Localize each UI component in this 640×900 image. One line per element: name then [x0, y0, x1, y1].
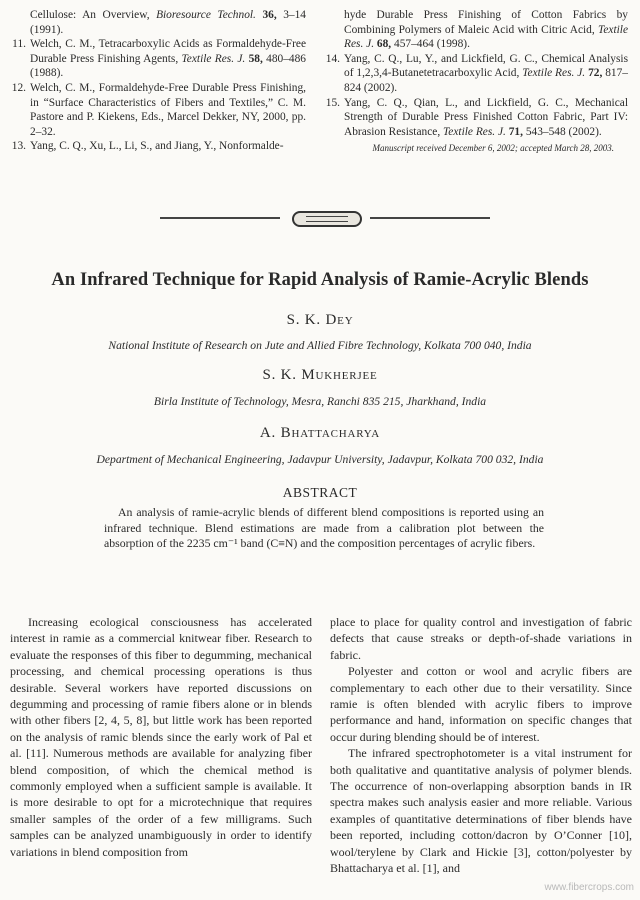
journal-name: Textile Res. J. — [443, 125, 506, 138]
divider-line-left — [160, 217, 280, 219]
website-watermark: www.fibercrops.com — [544, 882, 634, 893]
references-right-column — [322, 8, 628, 156]
author-affiliation: Birla Institute of Technology, Mesra, Ranchi 835 215, Jharkhand, India — [153, 395, 487, 408]
author-name: S. K. Mukherjee — [262, 367, 378, 383]
reference-10-continued: Cellulose: An Overview, Bioresource Technol. 36, 3–14 (1991). — [30, 9, 306, 36]
body-left-column — [10, 614, 312, 860]
abstract-heading: ABSTRACT — [282, 485, 358, 500]
reference-14: 14. Yang, C. Q., Lu, Y., and Lickfield, G. C., Chemical Analysis of 1,2,3,4-Butanetetracarboxylic Acid, Textile Res. J. 72, 817–824 (2002). — [325, 52, 628, 94]
journal-name: Textile Res. J. — [522, 67, 586, 80]
volume: 58, — [248, 52, 263, 65]
reference-11: 11. Welch, C. M., Tetracarboxylic Acids as Formaldehyde-Free Durable Press Finishing Agents, Textile Res. J. 58, 480–486 (1988). — [12, 38, 306, 80]
author-affiliation: National Institute of Research on Jute and Allied Fibre Technology, Kolkata 700 040, India — [108, 339, 532, 352]
volume: 72, — [588, 67, 603, 80]
references-left-column — [8, 8, 306, 154]
journal-name: Textile Res. J. — [181, 52, 246, 65]
manuscript-dates-note: Manuscript received December 6, 2002; accepted March 28, 2003. — [372, 143, 614, 154]
body-paragraph: place to place for quality control and investigation of fabric defects that cause streaks or depth-of-shade variations in fabric. — [330, 615, 632, 662]
section-divider-ornament — [160, 210, 490, 226]
body-paragraph: The infrared spectrophotometer is a vital instrument for both qualitative and quantitative analysis of polymer blends. The occurrence of non-overlapping absorption bands in IR spectra makes such analysis easier and more reliable. Various examples of quantitative determinations of fiber blends have been reported, including cotton/dacron by O’Conner [10], wool/terylene by Clark and Hickie [3], cotton/polyester by Bhattacharya et al. [1], and — [330, 746, 632, 876]
body-paragraph: Increasing ecological consciousness has accelerated interest in ramie as a commercial knitwear fiber. Research to evaluate the responses of this fiber to degumming, mechanical processing, and chemical processing operations is thus desirable. Several workers have reported discussions on degumming and processing of ramie fibers alone or in blends with other fibers [2, 4, 5, 8], but little work has been reported on the analysis of ramic blends since the early work of Pal et al. [11]. Numerous methods are available for analyzing fiber blend composition, of which the chemical method is commonly employed when a sufficient sample is available. It is more desirable to opt for a microtechnique that requires smaller samples of the order of a few milligrams. Such samples can be analyzed unambiguously in order to identify variations in blend composition from — [10, 615, 312, 859]
author-affiliation: Department of Mechanical Engineering, Jadavpur University, Jadavpur, Kolkata 700 032, India — [96, 453, 544, 466]
reference-13-continued: hyde Durable Press Finishing of Cotton Fabrics by Combining Polymers of Maleic Acid with Citric Acid, Textile Res. J. 68, 457–464 (1998). — [344, 9, 628, 51]
reference-15: 15. Yang, C. Q., Qian, L., and Lickfield, G. C., Mechanical Strength of Durable Press Finished Cotton Fabric, Part IV: Abrasion Resistance, Textile Res. J. 71, 543–548 (2002). — [325, 96, 628, 138]
body-paragraph: Polyester and cotton or wool and acrylic fibers are complementary to each other due to their versatility. Since ramie is often blended with acrylic fibers to improve performance and hand, information on specific changes that occur during blending should be of interest. — [330, 664, 632, 744]
volume: 71, — [508, 125, 523, 138]
volume: 36, — [262, 9, 277, 21]
reference-12: 12. Welch, C. M., Formaldehyde-Free Durable Press Finishing, in “Surface Characteristics of Fibers and Textiles,” C. M. Pastore and P. Kiekens, Eds., Marcel Dekker, NY, 2000, pp. 2–32. — [11, 81, 306, 138]
abstract-body: An analysis of ramie-acrylic blends of different blend compositions is reported using an infrared technique. Blend estimations are made from a calibration plot between the absorption of the 2235 cm⁻¹ band (C≡N) and the composition percentages of acrylic fibers. — [104, 505, 544, 550]
journal-name: Textile Res. J. — [344, 23, 628, 51]
article-title: An Infrared Technique for Rapid Analysis of Ramie-Acrylic Blends — [51, 270, 589, 290]
body-right-column — [330, 614, 632, 877]
volume: 68, — [376, 38, 392, 51]
divider-line-right — [370, 217, 490, 219]
journal-name: Bioresource Technol. — [156, 9, 256, 21]
ornament-icon — [292, 211, 362, 227]
reference-13: 13. Yang, C. Q., Xu, L., Li, S., and Jiang, Y., Nonformalde- — [11, 140, 284, 153]
author-name: A. Bhattacharya — [259, 425, 381, 441]
author-name: S. K. Dey — [286, 312, 354, 328]
